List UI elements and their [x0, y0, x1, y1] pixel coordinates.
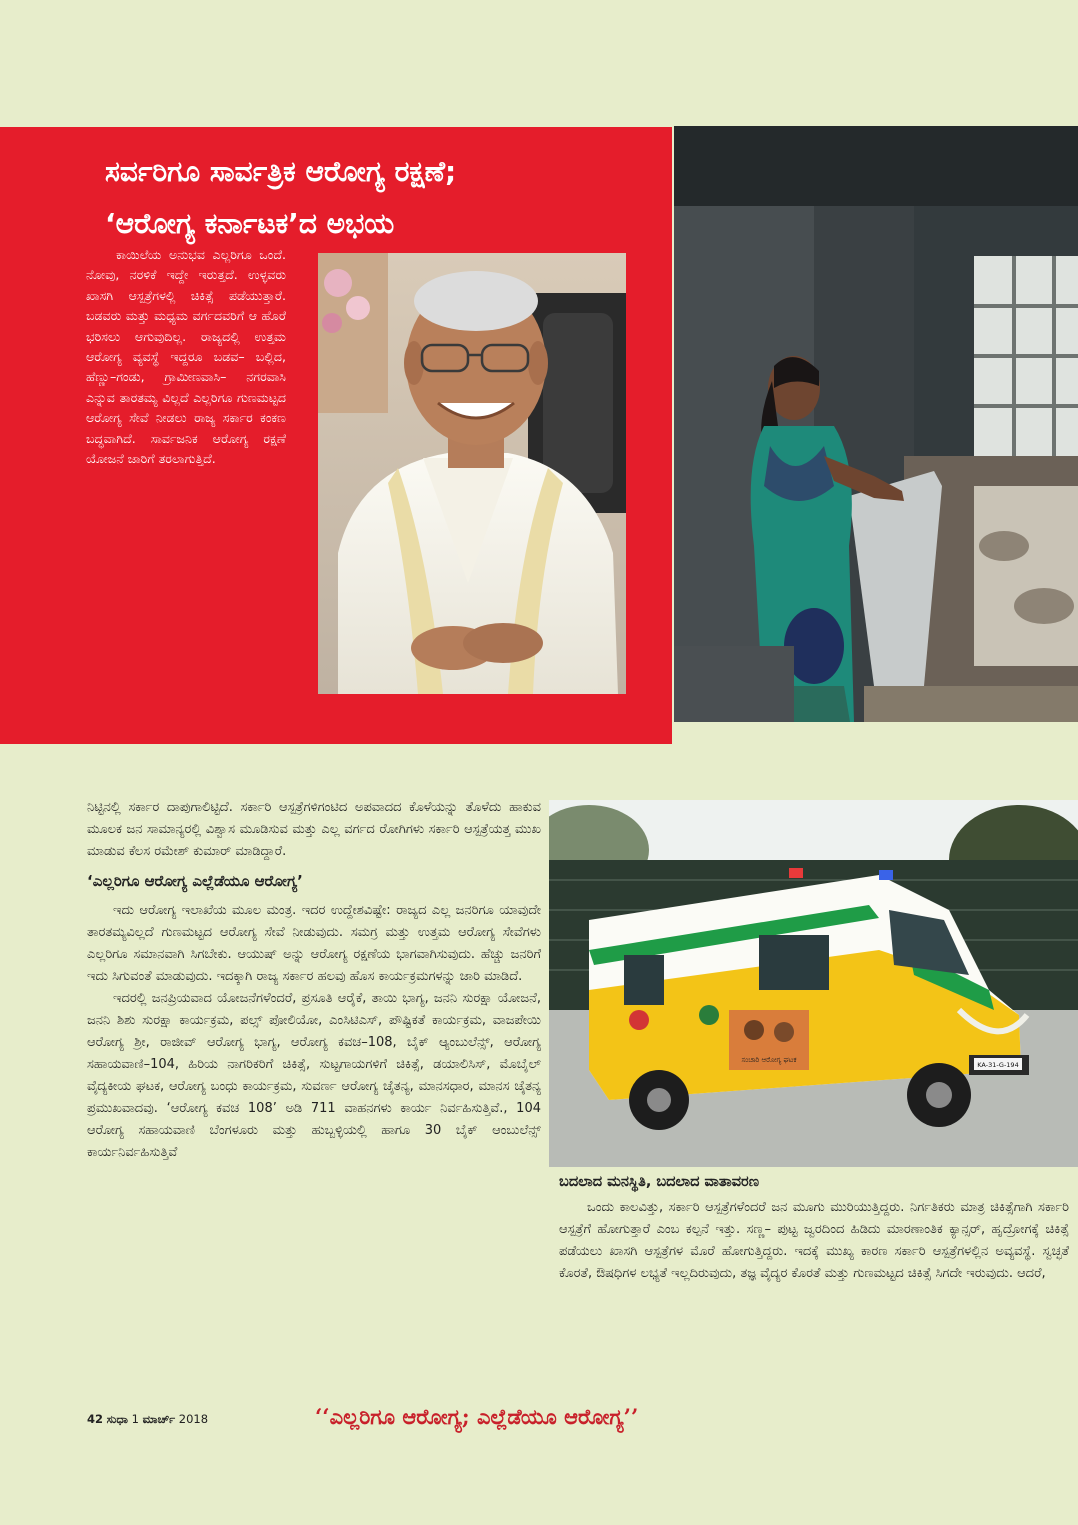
intro-paragraph: ಕಾಯಿಲೆಯ ಅನುಭವ ಎಲ್ಲರಿಗೂ ಒಂದೆ. ನೋವು, ನರಳಿಕೆ ಇದ್ದೇ ಇರುತ್ತದೆ. ಉಳ್ಳವರು ಖಾಸಗಿ ಆಸ್ಪತ್ರೆಗಳಲ್ಲಿ ಚಿಕಿತ್ಸೆ ಪಡೆಯುತ್ತಾರೆ. ಬಡವರು ಮತ್ತು ಮಧ್ಯಮ ವರ್ಗದವರಿಗೆ ಆ ಹೊರೆ ಭರಿಸಲು ಆಗುವುದಿಲ್ಲ. ರಾಜ್ಯದಲ್ಲಿ ಉತ್ತಮ ಆರೋಗ್ಯ ವ್ಯವಸ್ಥೆ ಇದ್ದರೂ ಬಡವ– ಬಲ್ಲಿದ, ಹೆಣ್ಣು–ಗಂಡು, ಗ್ರಾಮೀಣವಾಸಿ– ನಗರವಾಸಿ ಎನ್ನುವ ತಾರತಮ್ಯ ವಿಲ್ಲದೆ ಎಲ್ಲರಿಗೂ ಗುಣಮಟ್ಟದ ಆರೋಗ್ಯ ಸೇವೆ ನೀಡಲು ರಾಜ್ಯ ಸರ್ಕಾರ ಕಂಕಣ ಬದ್ಧವಾಗಿದೆ. ಸಾರ್ವಜನಿಕ ಆರೋಗ್ಯ ರಕ್ಷಣೆ ಯೋಜನೆ ಜಾರಿಗೆ ತರಲಾಗುತ್ತಿದೆ.: [86, 247, 286, 467]
section-subheading: ‘ಎಲ್ಲರಿಗೂ ಆರೋಗ್ಯ ಎಲ್ಲೆಡೆಯೂ ಆರೋಗ್ಯ’: [87, 872, 303, 890]
feature-intro: [86, 245, 286, 469]
right-column: [559, 1171, 1069, 1285]
hospital-counter-illustration: [674, 126, 1078, 722]
pull-quote: ‘‘ಎಲ್ಲರಿಗೂ ಆರೋಗ್ಯ; ಎಲ್ಲೆಡೆಯೂ ಆರೋಗ್ಯ’’: [315, 1404, 639, 1429]
section-subheading: ಬದಲಾದ ಮನಸ್ಥಿತಿ, ಬದಲಾದ ವಾತಾವರಣ: [559, 1174, 759, 1190]
license-plate: KA-31-G-194: [977, 1061, 1019, 1069]
hospital-counter-photo: [674, 126, 1078, 722]
portrait-illustration: [318, 253, 626, 694]
headline-line-1: ಸರ್ವರಿಗೂ ಸಾರ್ವತ್ರಿಕ ಆರೋಗ್ಯ ರಕ್ಷಣೆ;: [105, 155, 457, 188]
magazine-name: ಸುಧಾ: [106, 1412, 128, 1426]
body-paragraph: ಇದು ಆರೋಗ್ಯ ಇಲಾಖೆಯ ಮೂಲ ಮಂತ್ರ. ಇದರ ಉದ್ದೇಶವಿಷ್ಟೇ: ರಾಜ್ಯದ ಎಲ್ಲ ಜನರಿಗೂ ಯಾವುದೇ ತಾರತಮ್ಯವಿಲ್ಲದೆ ಗುಣಮಟ್ಟದ ಆರೋಗ್ಯ ಸೇವೆ ನೀಡುವುದು. ಸಮಗ್ರ ಮತ್ತು ಉತ್ತಮ ಆರೋಗ್ಯ ಸೇವೆಗಳು ಎಲ್ಲರಿಗೂ ಸಮಾನವಾಗಿ ಸಿಗಬೇಕು. ಆಯುಷ್ ಅನ್ನು ಆರೋಗ್ಯ ರಕ್ಷಣೆಯ ಭಾಗವಾಗಿಸುವುದು. ಹೆಚ್ಚು ಜನರಿಗೆ ಇದು ಸಿಗುವಂತೆ ಮಾಡುವುದು. ಇದಕ್ಕಾಗಿ ರಾಜ್ಯ ಸರ್ಕಾರ ಹಲವು ಹೊಸ ಕಾರ್ಯಕ್ರಮಗಳನ್ನು ಜಾರಿ ಮಾಡಿದೆ.: [87, 903, 541, 984]
page-folio: [87, 1412, 208, 1427]
body-paragraph: ಒಂದು ಕಾಲವಿತ್ತು, ಸರ್ಕಾರಿ ಆಸ್ಪತ್ರೆಗಳೆಂದರೆ ಜನ ಮೂಗು ಮುರಿಯುತ್ತಿದ್ದರು. ನಿರ್ಗತಿಕರು ಮಾತ್ರ ಚಿಕಿತ್ಸೆಗಾಗಿ ಸರ್ಕಾರಿ ಆಸ್ಪತ್ರೆಗೆ ಹೋಗುತ್ತಾರೆ ಎಂಬ ಕಲ್ಪನೆ ಇತ್ತು. ಸಣ್ಣ– ಪುಟ್ಟ ಜ್ವರದಿಂದ ಹಿಡಿದು ಮಾರಣಾಂತಿಕ ಕ್ಯಾನ್ಸರ್, ಹೃದ್ರೋಗಕ್ಕೆ ಚಿಕಿತ್ಸೆ ಪಡೆಯಲು ಖಾಸಗಿ ಆಸ್ಪತ್ರೆಗಳ ಮೊರೆ ಹೋಗುತ್ತಿದ್ದರು. ಇದಕ್ಕೆ ಮುಖ್ಯ ಕಾರಣ ಸರ್ಕಾರಿ ಆಸ್ಪತ್ರೆಗಳಲ್ಲಿನ ಅವ್ಯವಸ್ಥೆ. ಸ್ವಚ್ಛತೆ ಕೊರತೆ, ಔಷಧಿಗಳ ಲಭ್ಯತೆ ಇಲ್ಲದಿರುವುದು, ತಜ್ಞ ವೈದ್ಯರ ಕೊರತೆ ಮತ್ತು ಗುಣಮಟ್ಟದ ಚಿಕಿತ್ಸೆ ಸಿಗದೇ ಇರುವುದು. ಆದರೆ,: [559, 1200, 1069, 1281]
body-paragraph: ನಿಟ್ಟಿನಲ್ಲಿ ಸರ್ಕಾರ ದಾಪುಗಾಲಿಟ್ಟಿದೆ. ಸರ್ಕಾರಿ ಆಸ್ಪತ್ರೆಗಳಿಗಂಟಿದ ಅಪವಾದದ ಕೊಳೆಯನ್ನು ತೊಳೆದು ಹಾಕುವ ಮೂಲಕ ಜನ ಸಾಮಾನ್ಯರಲ್ಲಿ ವಿಶ್ವಾಸ ಮೂಡಿಸುವ ಮತ್ತು ಎಲ್ಲ ವರ್ಗದ ರೋಗಿಗಳು ಸರ್ಕಾರಿ ಆಸ್ಪತ್ರೆಯತ್ತ ಮುಖ ಮಾಡುವ ಕೆಲಸ ರಮೇಶ್ ಕುಮಾರ್ ಮಾಡಿದ್ದಾರೆ.: [87, 800, 541, 859]
ambulance-photo: [549, 800, 1078, 1167]
issue-month: ಮಾರ್ಚ್: [142, 1412, 176, 1426]
ambulance-door-text: ಸಂಚಾರಿ ಆರೋಗ್ಯ ಘಟಕ: [741, 1056, 797, 1064]
headline-line-2: ‘ಆರೋಗ್ಯ ಕರ್ನಾಟಕ’ದ ಅಭಯ: [105, 207, 395, 240]
body-paragraph: ಇದರಲ್ಲಿ ಜನಪ್ರಿಯವಾದ ಯೋಜನೆಗಳೆಂದರೆ, ಪ್ರಸೂತಿ ಆರೈಕೆ, ತಾಯಿ ಭಾಗ್ಯ, ಜನನಿ ಸುರಕ್ಷಾ ಯೋಜನೆ, ಜನನಿ ಶಿಶು ಸುರಕ್ಷಾ ಕಾರ್ಯಕ್ರಮ, ಪಲ್ಸ್ ಪೋಲಿಯೋ, ಎಂಸಿಟಿಎಸ್, ಪೌಷ್ಟಿಕತೆ ಕಾರ್ಯಕ್ರಮ, ವಾಜಪೇಯಿ ಆರೋಗ್ಯ ಶ್ರೀ, ರಾಜೀವ್ ಆರೋಗ್ಯ ಭಾಗ್ಯ, ಆರೋಗ್ಯ ಕವಚ–108, ಬೈಕ್ ಆ್ಯಂಬುಲೆನ್ಸ್, ಆರೋಗ್ಯ ಸಹಾಯವಾಣಿ–104, ಹಿರಿಯ ನಾಗರಿಕರಿಗೆ ಚಿಕಿತ್ಸೆ, ಸುಟ್ಟಗಾಯಗಳಿಗೆ ಚಿಕಿತ್ಸೆ, ಡಯಾಲಿಸಿಸ್, ಮೊಬೈಲ್ ವೈದ್ಯಕೀಯ ಘಟಕ, ಆರೋಗ್ಯ ಬಂಧು ಕಾರ್ಯಕ್ರಮ, ಸುವರ್ಣ ಆರೋಗ್ಯ ಚೈತನ್ಯ, ಮಾನಸಧಾರ, ಮಾನಸ ಚೈತನ್ಯ ಪ್ರಮುಖವಾದವು. ‘ಆರೋಗ್ಯ ಕವಚ 108’ ಅಡಿ 711 ವಾಹನಗಳು ಕಾರ್ಯ ನಿರ್ವಹಿಸುತ್ತಿವೆ., 104 ಆರೋಗ್ಯ ಸಹಾಯವಾಣಿ ಬೆಂಗಳೂರು ಮತ್ತು ಹುಬ್ಬಳ್ಳಿಯಲ್ಲಿ ಹಾಗೂ 30 ಬೈಕ್ ಆಂಬುಲೆನ್ಸ್ ಕಾರ್ಯನಿರ್ವಹಿಸುತ್ತಿವೆ: [87, 991, 541, 1160]
page-number: 42: [87, 1412, 104, 1426]
ambulance-illustration: [549, 800, 1078, 1167]
portrait-photo: [318, 253, 626, 694]
left-column: [87, 797, 541, 1164]
feature-headline: [105, 146, 660, 250]
issue-year: 2018: [178, 1412, 209, 1426]
issue-day: 1: [131, 1412, 139, 1426]
